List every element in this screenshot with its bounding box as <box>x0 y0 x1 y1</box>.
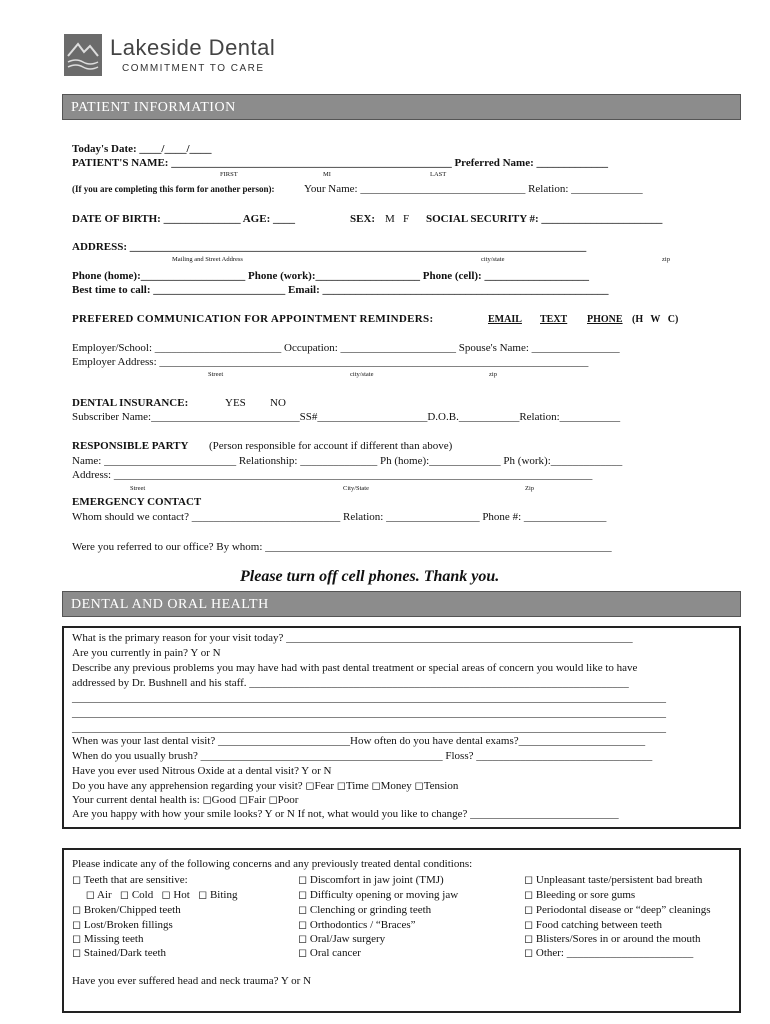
name-first-label: FIRST <box>220 171 238 178</box>
concern-sensitivity-types[interactable]: ◻ Air ◻ Cold ◻ Hot ◻ Biting <box>72 889 238 901</box>
sex-label: SEX: <box>350 213 376 225</box>
concern-grinding[interactable]: ◻ Clenching or grinding teeth <box>298 904 432 916</box>
blank-line-2[interactable]: ____________________________________________________________________________________________________________ <box>72 707 666 719</box>
address-city-label: city/state <box>481 256 505 263</box>
preferred-communication-label: PREFERED COMMUNICATION FOR APPOINTMENT REMINDERS: <box>72 313 434 325</box>
current-health-question[interactable]: Your current dental health is: ◻Good ◻Fair ◻Poor <box>72 794 299 806</box>
concern-stained-teeth[interactable]: ◻ Stained/Dark teeth <box>72 947 167 959</box>
smile-question[interactable]: Are you happy with how your smile looks? Y or N If not, what would you like to change? ___________________________ <box>72 808 619 820</box>
insurance-yes-option[interactable]: YES <box>225 397 246 409</box>
concern-broken-teeth[interactable]: ◻ Broken/Chipped teeth <box>72 904 181 916</box>
comm-email-option[interactable]: EMAIL <box>488 314 522 325</box>
emergency-contact-field[interactable]: Whom should we contact? ___________________________ Relation: _________________ Phone #: _______________ <box>72 511 607 523</box>
pain-question[interactable]: Are you currently in pain? Y or N <box>72 647 221 659</box>
concern-bad-breath[interactable]: ◻ Unpleasant taste/persistent bad breath <box>524 874 703 886</box>
concern-other[interactable]: ◻ Other: _______________________ <box>524 947 694 959</box>
referred-by-field[interactable]: Were you referred to our office? By whom: _______________________________________________________________ <box>72 541 612 553</box>
emergency-contact-label: EMERGENCY CONTACT <box>72 496 202 508</box>
concern-tmj[interactable]: ◻ Discomfort in jaw joint (TMJ) <box>298 874 444 886</box>
concerns-intro: Please indicate any of the following concerns and any previously treated dental conditions: <box>72 858 473 870</box>
logo-name: Lakeside Dental <box>110 35 276 60</box>
last-visit-field[interactable]: When was your last dental visit? ________________________How often do you have dental exams?_______________________ <box>72 735 646 747</box>
another-person-note: (If you are completing this form for another person): <box>72 184 275 194</box>
responsible-city-label: City/State <box>343 485 369 492</box>
patient-information-header: PATIENT INFORMATION <box>62 94 741 120</box>
trauma-question[interactable]: Have you ever suffered head and neck trauma? Y or N <box>72 975 312 987</box>
brush-floss-field[interactable]: When do you usually brush? ____________________________________________ Floss? ________________________________ <box>72 750 653 762</box>
concern-oral-surgery[interactable]: ◻ Oral/Jaw surgery <box>298 933 386 945</box>
your-name-field[interactable]: Your Name: ______________________________ Relation: _____________ <box>304 183 643 195</box>
previous-problems-question: Describe any previous problems you may have had with past dental treatment or special areas of concern you would like to have <box>72 662 638 674</box>
name-mi-label: MI <box>323 171 331 178</box>
employer-city-label: city/state <box>350 371 374 378</box>
blank-line-3[interactable]: ____________________________________________________________________________________________________________ <box>72 722 666 734</box>
todays-date-field[interactable]: Today's Date: ____/____/____ <box>72 143 212 155</box>
responsible-address-field[interactable]: Address: _______________________________________________________________________________________ <box>72 469 593 481</box>
dental-oral-health-header: DENTAL AND ORAL HEALTH <box>62 591 741 617</box>
patient-name-field[interactable]: PATIENT'S NAME: ___________________________________________________ Preferred Name: _____________ <box>72 157 609 169</box>
employer-street-label: Street <box>208 371 224 378</box>
concern-orthodontics[interactable]: ◻ Orthodontics / “Braces” <box>298 919 416 931</box>
apprehension-question[interactable]: Do you have any apprehension regarding your visit? ◻Fear ◻Time ◻Money ◻Tension <box>72 780 459 792</box>
responsible-party-desc: (Person responsible for account if different than above) <box>209 440 453 452</box>
employer-zip-label: zip <box>489 371 497 378</box>
logo-tagline: COMMITMENT TO CARE <box>122 63 265 74</box>
cell-phone-notice: Please turn off cell phones. Thank you. <box>240 568 500 585</box>
logo-mark <box>64 34 102 76</box>
concern-lost-fillings[interactable]: ◻ Lost/Broken fillings <box>72 919 173 931</box>
responsible-zip-label: Zip <box>525 485 535 492</box>
address-street-label: Mailing and Street Address <box>172 256 243 263</box>
concern-bleeding-gums[interactable]: ◻ Bleeding or sore gums <box>524 889 636 901</box>
concern-food-catching[interactable]: ◻ Food catching between teeth <box>524 919 663 931</box>
dob-age-field[interactable]: DATE OF BIRTH: ______________ AGE: ____ <box>72 213 295 225</box>
ssn-field[interactable]: SOCIAL SECURITY #: ______________________ <box>426 213 663 225</box>
name-last-label: LAST <box>430 171 447 178</box>
responsible-party-label: RESPONSIBLE PARTY <box>72 440 189 452</box>
responsible-name-field[interactable]: Name: ________________________ Relationship: ______________ Ph (home):_____________ Ph (work):_____________ <box>72 455 623 467</box>
sex-options[interactable]: M F <box>385 213 410 225</box>
phones-field[interactable]: Phone (home):___________________ Phone (work):___________________ Phone (cell): ___________________ <box>72 270 589 282</box>
concern-missing-teeth[interactable]: ◻ Missing teeth <box>72 933 144 945</box>
nitrous-question[interactable]: Have you ever used Nitrous Oxide at a dental visit? Y or N <box>72 765 332 777</box>
concern-sensitive-teeth[interactable]: ◻ Teeth that are sensitive: <box>72 874 188 886</box>
comm-phone-types[interactable]: (H W C) <box>632 314 679 325</box>
concern-oral-cancer[interactable]: ◻ Oral cancer <box>298 947 361 959</box>
concern-periodontal[interactable]: ◻ Periodontal disease or “deep” cleanings <box>524 904 711 916</box>
insurance-no-option[interactable]: NO <box>270 397 286 409</box>
employer-address-field[interactable]: Employer Address: ______________________________________________________________________________ <box>72 356 589 368</box>
concern-blisters[interactable]: ◻ Blisters/Sores in or around the mouth <box>524 933 701 945</box>
subscriber-field[interactable]: Subscriber Name:___________________________SS#____________________D.O.B.___________Relation:___________ <box>72 411 621 423</box>
previous-problems-field[interactable]: addressed by Dr. Bushnell and his staff. _____________________________________________________________________ <box>72 677 629 689</box>
comm-phone-option[interactable]: PHONE <box>587 314 623 325</box>
responsible-street-label: Street <box>130 485 146 492</box>
blank-line-1[interactable]: ____________________________________________________________________________________________________________ <box>72 692 666 704</box>
best-time-email-field[interactable]: Best time to call: ________________________ Email: ____________________________________________________ <box>72 284 609 296</box>
address-zip-label: zip <box>662 256 670 263</box>
dental-insurance-label: DENTAL INSURANCE: <box>72 397 189 409</box>
employer-field[interactable]: Employer/School: _______________________ Occupation: _____________________ Spouse's Name: ________________ <box>72 342 620 354</box>
address-field[interactable]: ADDRESS: ___________________________________________________________________________________ <box>72 241 587 253</box>
concern-jaw-movement[interactable]: ◻ Difficulty opening or moving jaw <box>298 889 459 901</box>
visit-reason-field[interactable]: What is the primary reason for your visit today? _______________________________________________________________ <box>72 632 633 644</box>
comm-text-option[interactable]: TEXT <box>540 314 568 325</box>
